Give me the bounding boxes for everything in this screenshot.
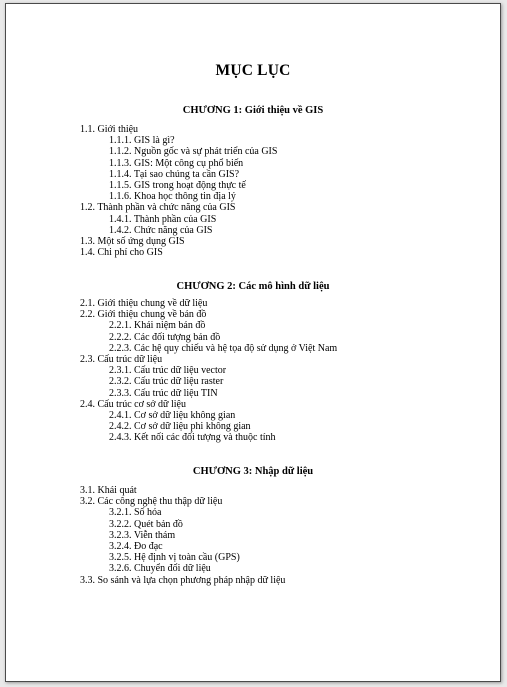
chapter-1-heading: CHƯƠNG 1: Giới thiệu về GIS <box>182 105 324 116</box>
toc-subsection-entry: 3.2.4. Đo đạc <box>109 541 163 553</box>
toc-subsection-entry: 3.2.3. Viễn thám <box>109 529 176 541</box>
toc-subsection-entry: 3.2.6. Chuyển đổi dữ liệu <box>109 563 211 575</box>
toc-section-entry: 2.3. Cấu trúc dữ liệu <box>80 354 163 366</box>
toc-section-entry: 1.2. Thành phần và chức năng của GIS <box>80 202 236 214</box>
toc-section-entry: 3.3. So sánh và lựa chọn phương pháp nhập dữ liệu <box>80 574 286 586</box>
toc-section-entry: 1.1. Giới thiệu <box>80 124 139 135</box>
toc-subsection-entry: 1.1.5. GIS trong hoạt động thực tế <box>109 180 246 192</box>
toc-section-entry: 1.3. Một số ứng dụng GIS <box>80 236 185 248</box>
toc-subsection-entry: 2.2.3. Các hệ quy chiếu và hệ tọa độ sử dụng ở Việt Nam <box>109 342 338 354</box>
page-title: MỤC LỤC <box>215 62 291 79</box>
chapter-2-toc <box>80 298 480 444</box>
toc-subsection-entry: 2.2.2. Các đối tượng bản đồ <box>109 331 221 343</box>
toc-section-entry: 3.2. Các công nghệ thu thập dữ liệu <box>80 496 223 508</box>
toc-section-entry: 2.1. Giới thiệu chung về dữ liệu <box>80 298 208 309</box>
toc-subsection-entry: 1.1.2. Nguồn gốc và sự phát triển của GIS <box>109 146 278 158</box>
toc-subsection-entry: 2.3.1. Cấu trúc dữ liệu vector <box>109 365 227 377</box>
toc-section-entry: 1.4. Chi phí cho GIS <box>80 247 163 259</box>
toc-subsection-entry: 2.4.3. Kết nối các đối tượng và thuộc tính <box>109 432 276 444</box>
document-page <box>5 3 501 682</box>
toc-subsection-entry: 2.3.3. Cấu trúc dữ liệu TIN <box>109 387 218 399</box>
toc-section-entry: 3.1. Khái quát <box>80 485 137 496</box>
toc-subsection-entry: 3.2.2. Quét bản đồ <box>109 518 183 530</box>
toc-subsection-entry: 2.4.2. Cơ sở dữ liệu phi không gian <box>109 421 251 433</box>
toc-subsection-entry: 2.2.1. Khái niệm bản đồ <box>109 320 206 332</box>
toc-subsection-entry: 1.4.1. Thành phần của GIS <box>109 213 217 225</box>
toc-subsection-entry: 3.2.1. Số hóa <box>109 507 162 519</box>
toc-subsection-entry: 3.2.5. Hệ định vị toàn cầu (GPS) <box>109 552 240 564</box>
toc-subsection-entry: 2.4.1. Cơ sở dữ liệu không gian <box>109 410 236 422</box>
toc-section-entry: 2.2. Giới thiệu chung về bản đồ <box>80 309 207 321</box>
chapter-2-heading: CHƯƠNG 2: Các mô hình dữ liệu <box>176 281 330 292</box>
chapter-3-heading: CHƯƠNG 3: Nhập dữ liệu <box>192 466 314 477</box>
toc-subsection-entry: 1.1.1. GIS là gì? <box>109 135 175 147</box>
toc-section-entry: 2.4. Cấu trúc cơ sở dữ liệu <box>80 398 186 410</box>
toc-subsection-entry: 1.1.6. Khoa học thông tin địa lý <box>109 191 236 203</box>
toc-subsection-entry: 1.1.4. Tại sao chúng ta cần GIS? <box>109 168 240 180</box>
toc-subsection-entry: 1.1.3. GIS: Một công cụ phổ biến <box>109 157 244 169</box>
chapter-1-toc <box>80 124 480 258</box>
chapter-3-toc <box>80 485 480 586</box>
toc-subsection-entry: 2.3.2. Cấu trúc dữ liệu raster <box>109 376 224 388</box>
toc-subsection-entry: 1.4.2. Chức năng của GIS <box>109 224 213 236</box>
